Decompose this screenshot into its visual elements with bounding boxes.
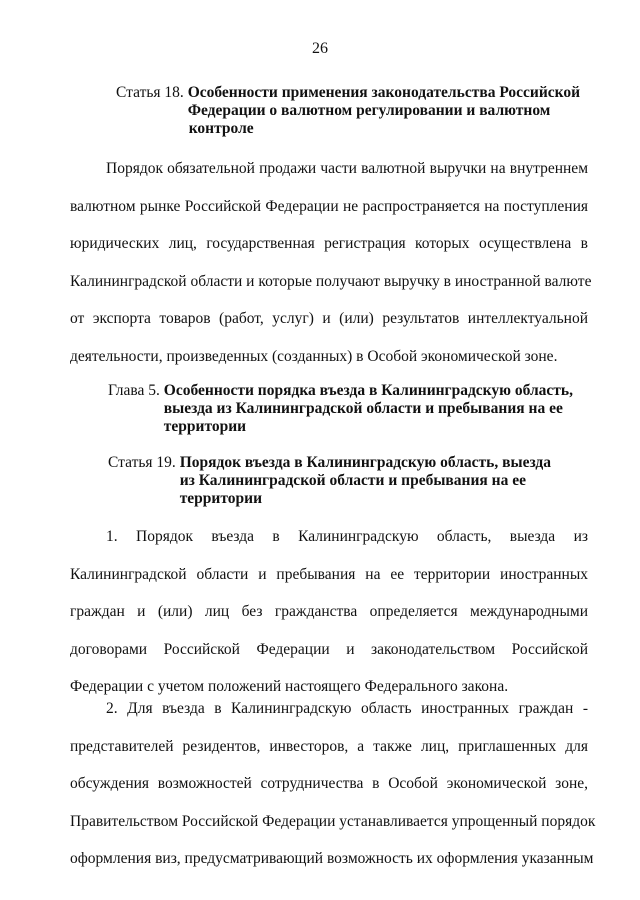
paragraph-line: граждан и (или) лиц без гражданства определяется международными (70, 603, 588, 620)
paragraph-line: Правительством Российской Федерации устанавливается упрощенный порядок (70, 812, 596, 830)
paragraph-line: оформления виз, предусматривающий возможность их оформления указанным (70, 850, 594, 867)
article-18-paragraph (70, 150, 592, 375)
paragraph-line: 1. Порядок въезда в Калининградскую область, выезда из (106, 528, 588, 545)
paragraph-line: договорами Российской Федерации и законодательством Российской (70, 640, 588, 658)
article-18-title-line: Федерации о валютном регулировании и валютном (187, 102, 551, 119)
article-19-title-line: из Калининградской области и пребывания на ее (179, 472, 526, 489)
chapter-5-prefix: Глава 5. (108, 382, 164, 399)
article-19-heading (108, 454, 551, 508)
paragraph-line: Порядок обязательной продажи части валютной выручки на внутреннем (106, 160, 588, 177)
paragraph-line: Калининградской области и которые получают выручку в иностранной валюте (70, 272, 592, 290)
paragraph-line: от экспорта товаров (работ, услуг) и (или) результатов интеллектуальной (70, 310, 588, 327)
chapter-5-title (164, 382, 573, 436)
page-number: 26 (312, 40, 328, 57)
article-19-title-line: Порядок въезда в Калининградскую область, выезда (179, 454, 551, 471)
article-18-title-line: Особенности применения законодательства Российской (187, 84, 581, 101)
article-19-title-line: территории (179, 490, 262, 507)
chapter-5-title-line: Особенности порядка въезда в Калининградскую область, (163, 382, 573, 399)
paragraph-line: представителей резидентов, инвесторов, а также лиц, приглашенных для (70, 737, 588, 755)
article-18-title (188, 84, 580, 138)
paragraph-line: обсуждения возможностей сотрудничества в Особой экономической зоне, (70, 775, 588, 792)
paragraph-line: юридических лиц, государственная регистрация которых осуществлена в (70, 235, 588, 252)
article-19-paragraph-2 (70, 690, 596, 878)
chapter-5-title-line: территории (163, 418, 247, 435)
article-19-prefix: Статья 19. (108, 454, 180, 471)
paragraph-line: 2. Для въезда в Калининградскую область иностранных граждан - (106, 700, 588, 717)
article-18-prefix: Статья 18. (116, 84, 188, 101)
paragraph-line: деятельности, произведенных (созданных) в Особой экономической зоне. (70, 347, 558, 365)
paragraph-line: Калининградской области и пребывания на ее территории иностранных (70, 565, 588, 583)
chapter-5-title-line: выезда из Калининградской области и пребывания на ее (163, 400, 563, 417)
article-18-heading (116, 84, 580, 138)
paragraph-line: Федерации с учетом положений настоящего Федерального закона. (70, 678, 509, 695)
article-19-paragraph-1 (70, 518, 588, 706)
chapter-5-heading (108, 382, 573, 436)
article-18-title-line: контроле (188, 120, 254, 137)
paragraph-line: валютном рынке Российской Федерации не распространяется на поступления (70, 197, 588, 215)
article-19-title (180, 454, 551, 508)
